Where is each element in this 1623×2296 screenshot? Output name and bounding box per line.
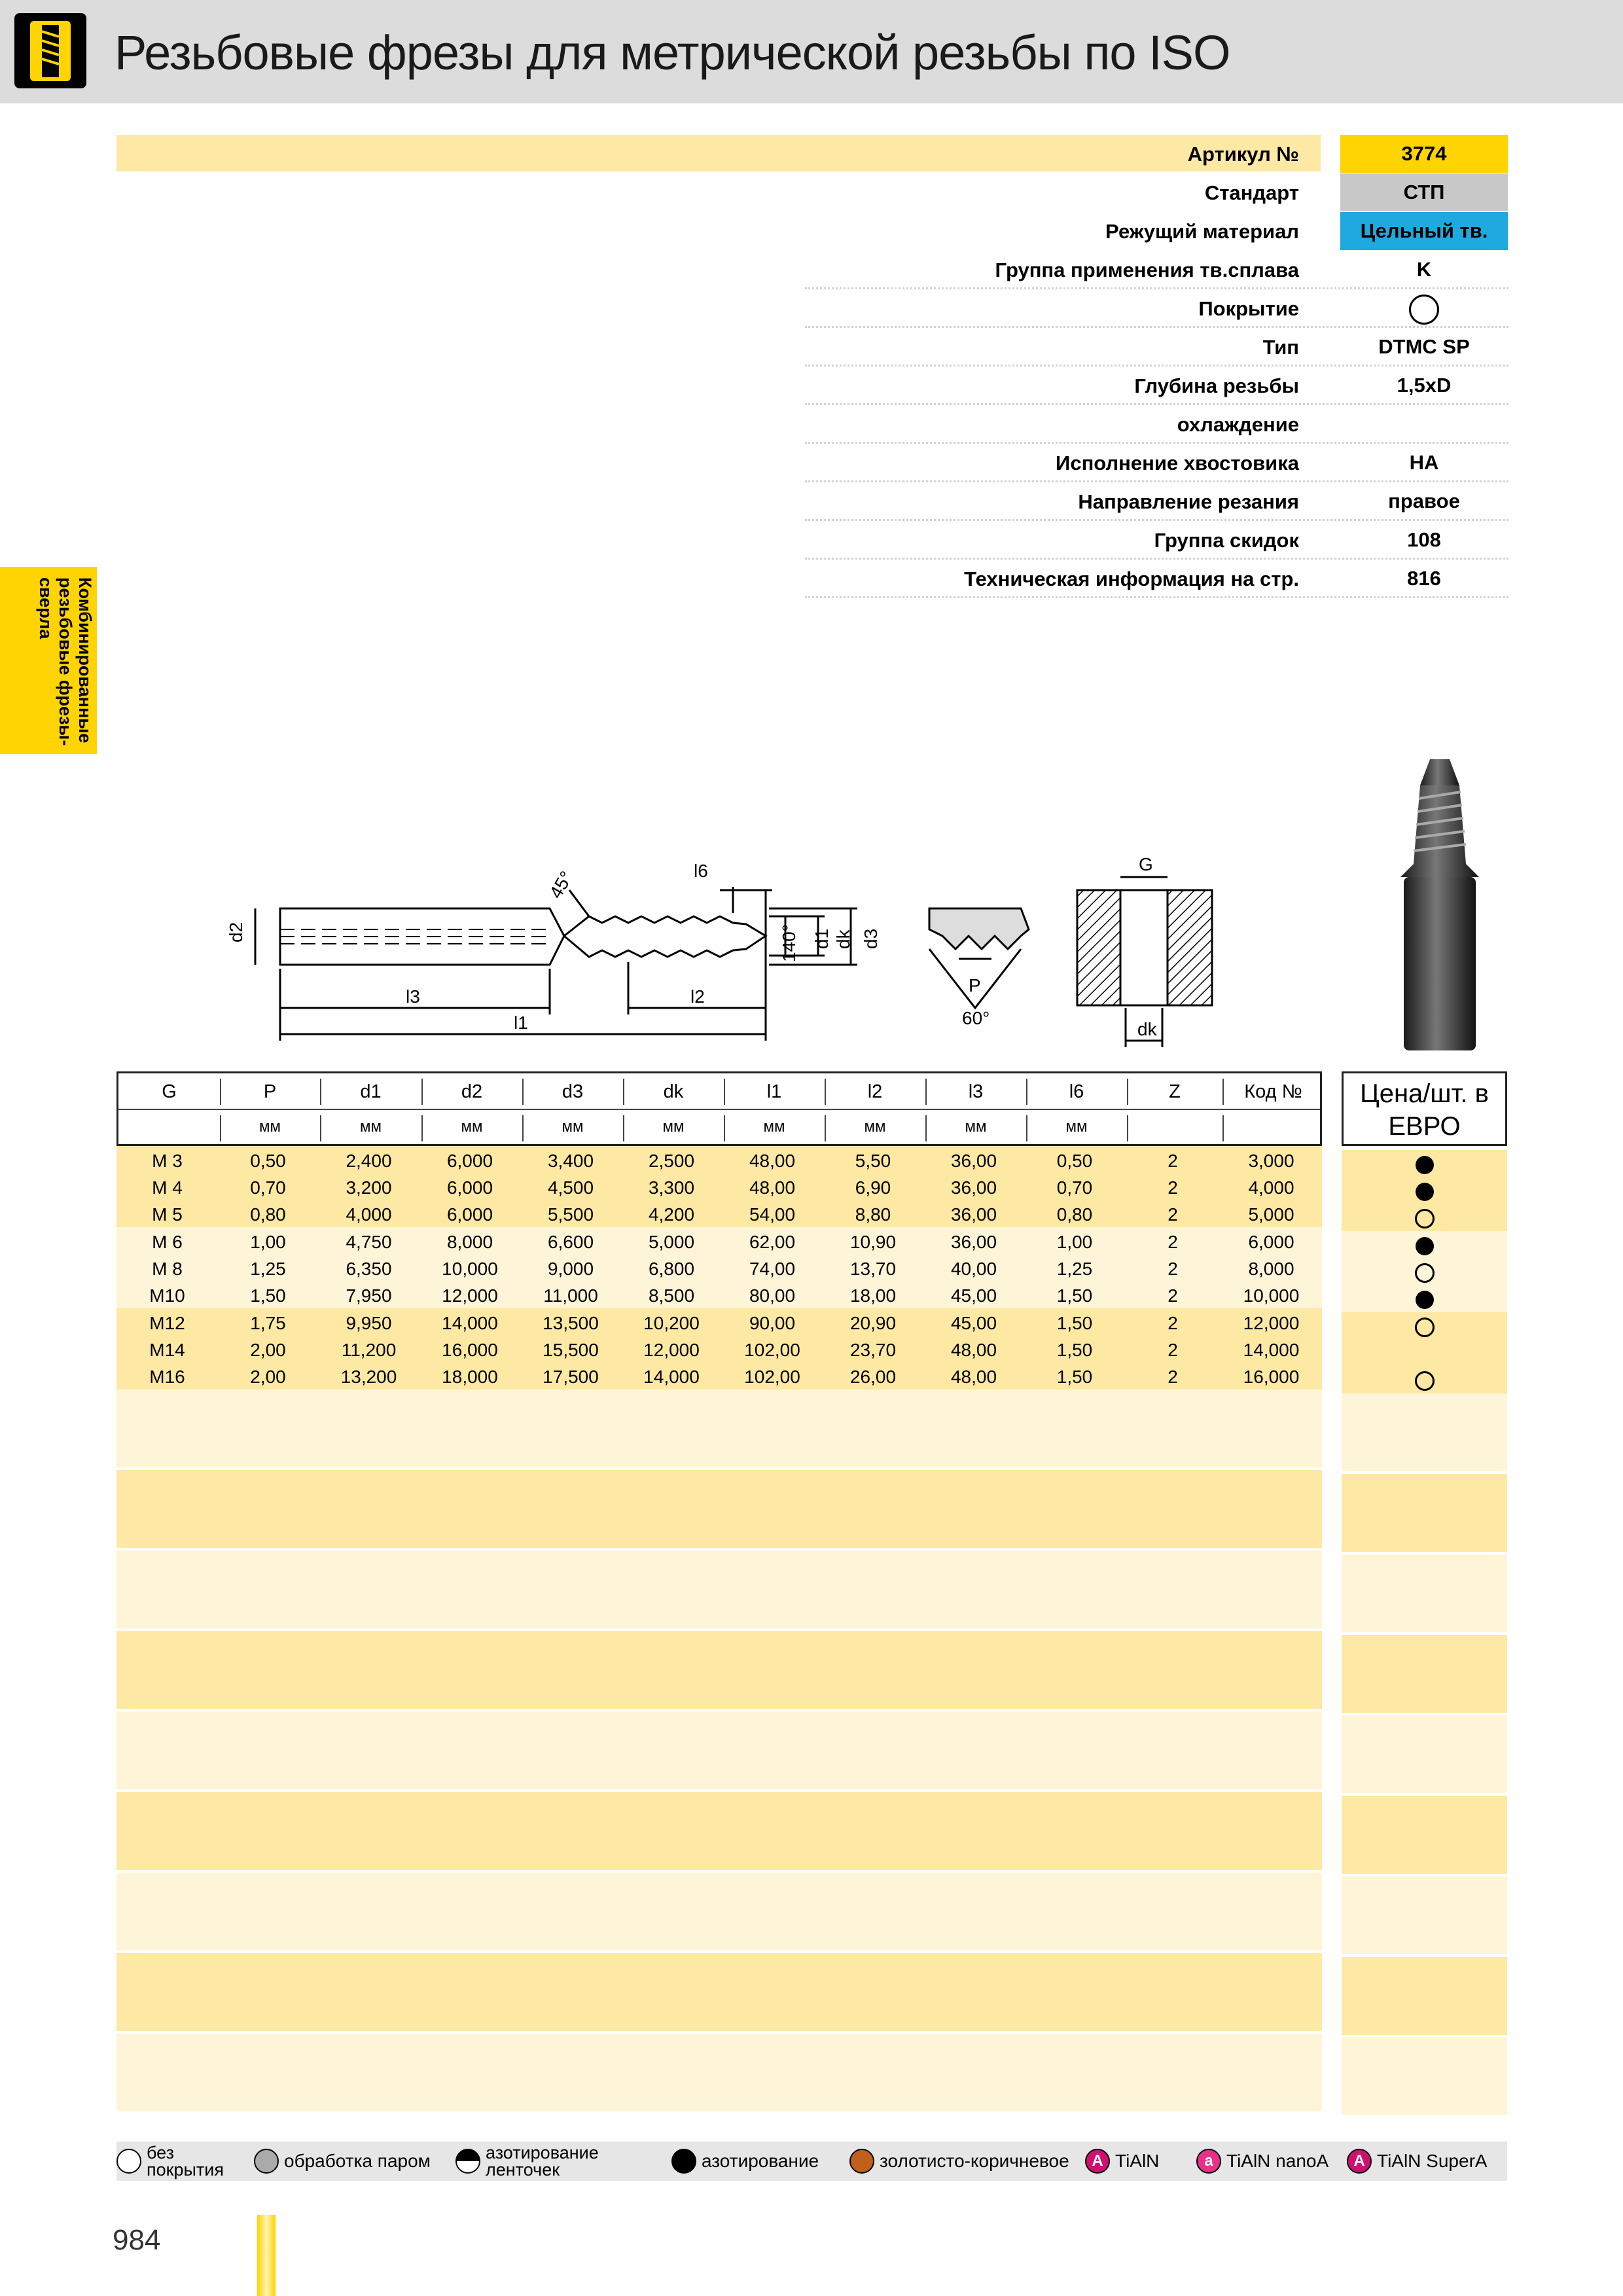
table-cell: 1,00 [1056,1232,1093,1252]
table-cell: M 6 [152,1232,183,1252]
legend-item [1347,2142,1488,2181]
table-cell: 8,000 [1248,1259,1294,1279]
table-cell: 1,75 [250,1313,286,1333]
table-cell: 2 [1168,1340,1178,1360]
column-unit: мм [965,1118,987,1136]
price-cell [1342,1151,1507,1178]
column-header: G [162,1081,177,1102]
legend-label: TiAlN SuperA [1377,2151,1488,2171]
table-cell: 3,300 [648,1177,695,1198]
table-cell: M 3 [152,1151,183,1171]
table-cell: 2 [1168,1151,1178,1171]
coating-pink-icon [1196,2149,1221,2174]
table-cell: 0,50 [250,1151,286,1171]
price-band [1342,1957,1507,2035]
column-divider [421,1079,423,1105]
table-cell: 5,50 [855,1151,891,1171]
spec-value: DTMC SP [1378,335,1470,358]
column-divider [522,1115,524,1141]
table-cell: 14,000 [1243,1340,1300,1360]
table-cell: 26,00 [849,1367,897,1387]
spec-value: 3774 [1340,135,1508,173]
column-divider [522,1079,524,1105]
table-cell: 13,200 [340,1367,397,1387]
coating-legend [116,2142,1507,2181]
table-row[interactable] [116,1201,1322,1228]
spec-value [1340,405,1508,443]
tool-photo [1374,746,1505,1054]
column-divider [1127,1079,1128,1105]
column-divider [421,1115,423,1141]
table-cell: 9,950 [346,1313,392,1333]
table-cell: 45,00 [950,1313,997,1333]
table-cell: 6,000 [446,1177,493,1198]
stock-available-icon [1416,1183,1434,1201]
table-cell: 1,00 [250,1232,286,1252]
table-cell: 14,000 [643,1367,700,1387]
price-band [1342,1474,1507,1552]
table-row[interactable] [116,1147,1322,1174]
column-unit [1127,1110,1222,1144]
table-cell: 36,00 [950,1177,997,1198]
column-divider [724,1079,725,1105]
column-divider [1127,1115,1128,1141]
label-angle140: 140° [779,924,799,962]
spec-value: 108 [1407,528,1441,551]
table-cell: 12,000 [442,1285,498,1306]
spec-row [116,367,1510,405]
table-cell: M 4 [152,1177,183,1198]
column-divider [1222,1115,1224,1141]
column-divider [724,1115,725,1141]
table-cell: 5,000 [648,1232,695,1252]
spec-label: Стандарт [1204,181,1299,204]
column-divider [825,1079,826,1105]
legend-item [849,2142,1069,2181]
spec-value: Цельный тв. [1340,212,1508,250]
table-cell: 11,200 [341,1340,397,1360]
column-header: l1 [766,1081,782,1102]
table-cell: 6,000 [1248,1232,1294,1252]
table-cell: 6,000 [446,1204,493,1225]
table-band [116,1551,1322,1628]
table-cell: 1,50 [1056,1367,1093,1387]
column-header: Код № [1244,1081,1302,1102]
table-cell: 12,000 [643,1340,700,1360]
table-cell: 10,000 [1243,1285,1300,1306]
spec-row [116,212,1510,251]
column-divider [320,1079,321,1105]
label-l6: l6 [694,861,708,881]
spec-label: Глубина резьбы [1134,374,1299,397]
spec-row [116,328,1510,367]
price-column-header: Цена/шт. в ЕВРО [1342,1071,1507,1146]
spec-row [116,405,1510,444]
table-cell: 36,00 [950,1232,997,1252]
dimensions-table [116,1071,1322,1387]
table-cell: 2 [1168,1367,1178,1387]
label-l3: l3 [406,986,420,1007]
table-row[interactable] [116,1174,1322,1201]
table-row[interactable] [116,1336,1322,1363]
table-cell: 1,50 [1056,1313,1093,1333]
table-cell: 2 [1168,1204,1178,1225]
table-cell: 23,70 [849,1340,897,1360]
column-header: l6 [1069,1081,1084,1102]
table-cell: 4,000 [1248,1177,1294,1198]
stock-on-request-icon [1415,1318,1435,1337]
table-cell: 13,70 [849,1259,897,1279]
spec-value: правое [1388,490,1460,512]
table-cell: 90,00 [749,1313,796,1333]
table-cell: 2 [1168,1259,1178,1279]
table-cell: 16,000 [442,1340,498,1360]
coating-letter: A [1353,2152,1365,2170]
label-d2: d2 [226,922,246,942]
coating-magenta-icon [1347,2149,1372,2174]
table-cell: 80,00 [749,1285,796,1306]
table-cell: 6,350 [346,1259,392,1279]
table-cell: 2 [1168,1177,1178,1198]
price-band [1342,1796,1507,1874]
table-cell: 15,500 [543,1340,599,1360]
spec-row [116,289,1510,328]
table-row[interactable] [116,1310,1322,1336]
coating-grey-icon [254,2149,279,2174]
column-header: d3 [562,1081,584,1102]
table-cell: 48,00 [749,1151,796,1171]
table-cell: 14,000 [442,1313,498,1333]
table-cell: 5,000 [1248,1204,1294,1225]
spec-label: охлаждение [1177,413,1299,436]
table-cell: 45,00 [950,1285,997,1306]
table-cell: 2 [1168,1285,1178,1306]
table-cell: 18,000 [442,1367,498,1387]
price-cell [1342,1259,1507,1286]
table-cell: M 8 [152,1259,183,1279]
label-pitch: P [969,975,981,996]
table-cell: 36,00 [950,1151,997,1171]
legend-item [1196,2142,1329,2181]
table-band [116,2034,1322,2111]
column-header: l2 [867,1081,883,1102]
stock-on-request-icon [1415,1263,1435,1283]
side-section-tab-label: Комбинированные резьбовые фрезы-сверла [36,577,95,746]
spec-label: Группа скидок [1154,529,1299,552]
table-cell: 48,00 [749,1177,796,1198]
stock-available-icon [1416,1156,1434,1174]
table-row[interactable] [116,1363,1322,1390]
price-cell [1342,1232,1507,1259]
column-unit [1222,1110,1324,1144]
legend-label: TiAlN nanoA [1226,2151,1329,2171]
label-l1: l1 [514,1013,528,1033]
table-cell: 2,500 [648,1151,695,1171]
table-cell: M 5 [152,1204,183,1225]
table-band [116,1390,1322,1467]
table-cell: 8,500 [648,1285,695,1306]
table-cell: 2 [1168,1232,1178,1252]
spec-value: HA [1409,451,1439,474]
spec-row [116,521,1510,560]
table-cell: 2,00 [250,1340,286,1360]
legend-label: без покрытия [147,2143,224,2179]
table-cell: 1,25 [1056,1259,1093,1279]
column-header: d2 [461,1081,483,1102]
coating-black-icon [671,2149,696,2174]
table-cell: 4,750 [346,1232,392,1252]
spec-divider [805,596,1508,598]
spec-value: 1,5xD [1397,374,1452,397]
page-header [0,0,1623,103]
table-cell: 9,000 [547,1259,594,1279]
legend-label: обработка паром [284,2151,431,2171]
column-header: Z [1169,1081,1181,1102]
table-cell: 6,800 [648,1259,695,1279]
column-divider [220,1115,221,1141]
table-cell: 6,90 [855,1177,891,1198]
table-cell: M14 [149,1340,185,1360]
legend-item [1085,2142,1159,2181]
spec-row [116,135,1510,173]
stock-available-icon [1416,1291,1434,1309]
label-dk-hole: dk [1137,1019,1157,1039]
uncoated-circle-icon [1409,295,1439,325]
column-unit: мм [864,1118,886,1136]
table-cell: 4,500 [547,1177,594,1198]
coating-letter: a [1204,2152,1213,2170]
spec-value: K [1416,258,1432,281]
spec-row [116,251,1510,289]
table-cell: 5,500 [547,1204,594,1225]
table-cell: 12,000 [1243,1313,1300,1333]
price-band [1342,1635,1507,1713]
table-cell: 10,000 [442,1259,498,1279]
spec-row [116,482,1510,521]
table-cell: 54,00 [749,1204,796,1225]
table-cell: 48,00 [950,1367,997,1387]
price-cell [1342,1178,1507,1205]
spec-value: 816 [1407,567,1441,590]
spec-label: Артикул № [1187,143,1299,166]
tool-technical-drawing [223,851,1270,1060]
spec-label: Режущий материал [1105,220,1299,243]
column-unit [118,1110,220,1144]
table-cell: 74,00 [749,1259,796,1279]
page-title: Резьбовые фрезы для метрической резьбы по ISO [115,26,1230,80]
label-d3: d3 [861,928,881,949]
spec-row [116,444,1510,482]
table-cell: 17,500 [543,1367,599,1387]
table-cell: 18,00 [849,1285,897,1306]
label-d1: d1 [812,928,832,949]
price-band [1342,1715,1507,1793]
table-cell: 20,90 [849,1313,897,1333]
price-band [1342,2037,1507,2115]
spec-value: СТП [1340,173,1508,211]
table-cell: M16 [149,1367,185,1387]
spec-value [1340,289,1508,327]
column-divider [825,1115,826,1141]
spec-label: Направление резания [1078,490,1299,513]
column-unit: мм [562,1118,584,1136]
price-cell [1342,1314,1507,1340]
table-band [116,1470,1322,1548]
legend-item [455,2142,623,2181]
page-marker-bar [257,2215,276,2296]
table-band [116,1712,1322,1789]
coating-magenta-icon [1085,2149,1110,2174]
table-cell: 4,200 [648,1204,695,1225]
column-unit: мм [763,1118,785,1136]
stock-available-icon [1416,1237,1434,1255]
table-cell: M12 [149,1313,185,1333]
table-cell: 3,000 [1248,1151,1294,1171]
price-band [1342,1393,1507,1471]
table-cell: 0,70 [250,1177,286,1198]
coating-brown-icon [849,2149,874,2174]
legend-label: TiAlN [1115,2151,1160,2171]
table-row[interactable] [116,1282,1322,1309]
table-cell: 11,000 [543,1285,598,1306]
table-cell: 1,50 [1056,1285,1093,1306]
table-cell: 10,90 [849,1232,897,1252]
spec-label: Группа применения тв.сплава [995,259,1299,281]
legend-item [116,2142,232,2181]
table-band [116,1792,1322,1870]
spec-row [116,173,1510,212]
table-row[interactable] [116,1255,1322,1282]
column-unit: мм [360,1118,382,1136]
table-cell: 48,00 [950,1340,997,1360]
coating-half-icon [455,2149,480,2174]
table-band [116,1953,1322,2031]
thread-mill-logo-icon [14,13,86,88]
price-band [1342,1876,1507,1954]
table-cell: 62,00 [749,1232,796,1252]
table-cell: 40,00 [950,1259,997,1279]
table-cell: 10,200 [643,1313,700,1333]
stock-on-request-icon [1415,1209,1435,1229]
table-cell: M10 [149,1285,185,1306]
page-number: 984 [113,2224,161,2256]
spec-row [116,560,1510,598]
column-divider [623,1115,624,1141]
table-cell: 102,00 [744,1340,800,1360]
table-band [116,1631,1322,1709]
table-cell: 2,400 [346,1151,392,1171]
table-cell: 0,70 [1056,1177,1093,1198]
table-cell: 7,950 [346,1285,392,1306]
column-divider [1026,1079,1027,1105]
legend-item [671,2142,819,2181]
spec-label: Исполнение хвостовика [1056,452,1299,475]
price-band [1342,1554,1507,1632]
table-cell: 36,00 [950,1204,997,1225]
table-cell: 0,80 [250,1204,286,1225]
table-cell: 3,400 [547,1151,594,1171]
table-row[interactable] [116,1229,1322,1255]
legend-item [254,2142,431,2181]
table-cell: 8,80 [855,1204,891,1225]
legend-label: золотисто-коричневое [880,2151,1069,2171]
price-cell [1342,1286,1507,1313]
column-divider [1026,1115,1027,1141]
table-cell: 16,000 [1243,1367,1300,1387]
label-angle60: 60° [962,1008,990,1028]
column-unit: мм [662,1118,685,1136]
table-cell: 1,50 [250,1285,286,1306]
table-cell: 4,000 [346,1204,392,1225]
column-header: l3 [968,1081,984,1102]
stock-on-request-icon [1415,1371,1435,1391]
column-divider [925,1115,927,1141]
label-dk: dk [833,929,853,949]
label-G: G [1139,854,1153,874]
legend-label: азотирование [702,2151,819,2171]
legend-label: азотирование ленточек [486,2143,599,2179]
column-divider [1222,1079,1224,1105]
table-band [116,1873,1322,1950]
table-cell: 1,25 [250,1259,286,1279]
table-cell: 3,200 [346,1177,392,1198]
spec-label: Тип [1262,336,1299,359]
table-cell: 2 [1168,1313,1178,1333]
table-cell: 2,00 [250,1367,286,1387]
table-cell: 1,50 [1056,1340,1093,1360]
table-cell: 6,000 [446,1151,493,1171]
column-divider [623,1079,624,1105]
coating-letter: A [1092,2152,1103,2170]
label-angle45: 45° [545,867,577,902]
price-cell [1342,1367,1507,1394]
table-cell: 6,600 [547,1232,594,1252]
column-header: d1 [360,1081,382,1102]
table-cell: 13,500 [543,1313,599,1333]
spec-label: Техническая информация на стр. [964,567,1299,590]
table-cell: 0,80 [1056,1204,1093,1225]
spec-label: Покрытие [1198,297,1299,320]
table-header [116,1071,1322,1146]
coating-empty-icon [116,2149,141,2174]
column-header: dk [663,1081,684,1102]
column-header: P [263,1081,277,1102]
table-cell: 8,000 [446,1232,493,1252]
column-unit: мм [461,1118,483,1136]
column-divider [220,1079,221,1105]
column-divider [925,1079,927,1105]
column-unit: мм [259,1118,281,1136]
label-l2: l2 [690,986,705,1007]
table-cell: 102,00 [744,1367,800,1387]
table-cell: 0,50 [1056,1151,1093,1171]
column-divider [320,1115,321,1141]
price-cell [1342,1205,1507,1232]
column-unit: мм [1065,1118,1088,1136]
